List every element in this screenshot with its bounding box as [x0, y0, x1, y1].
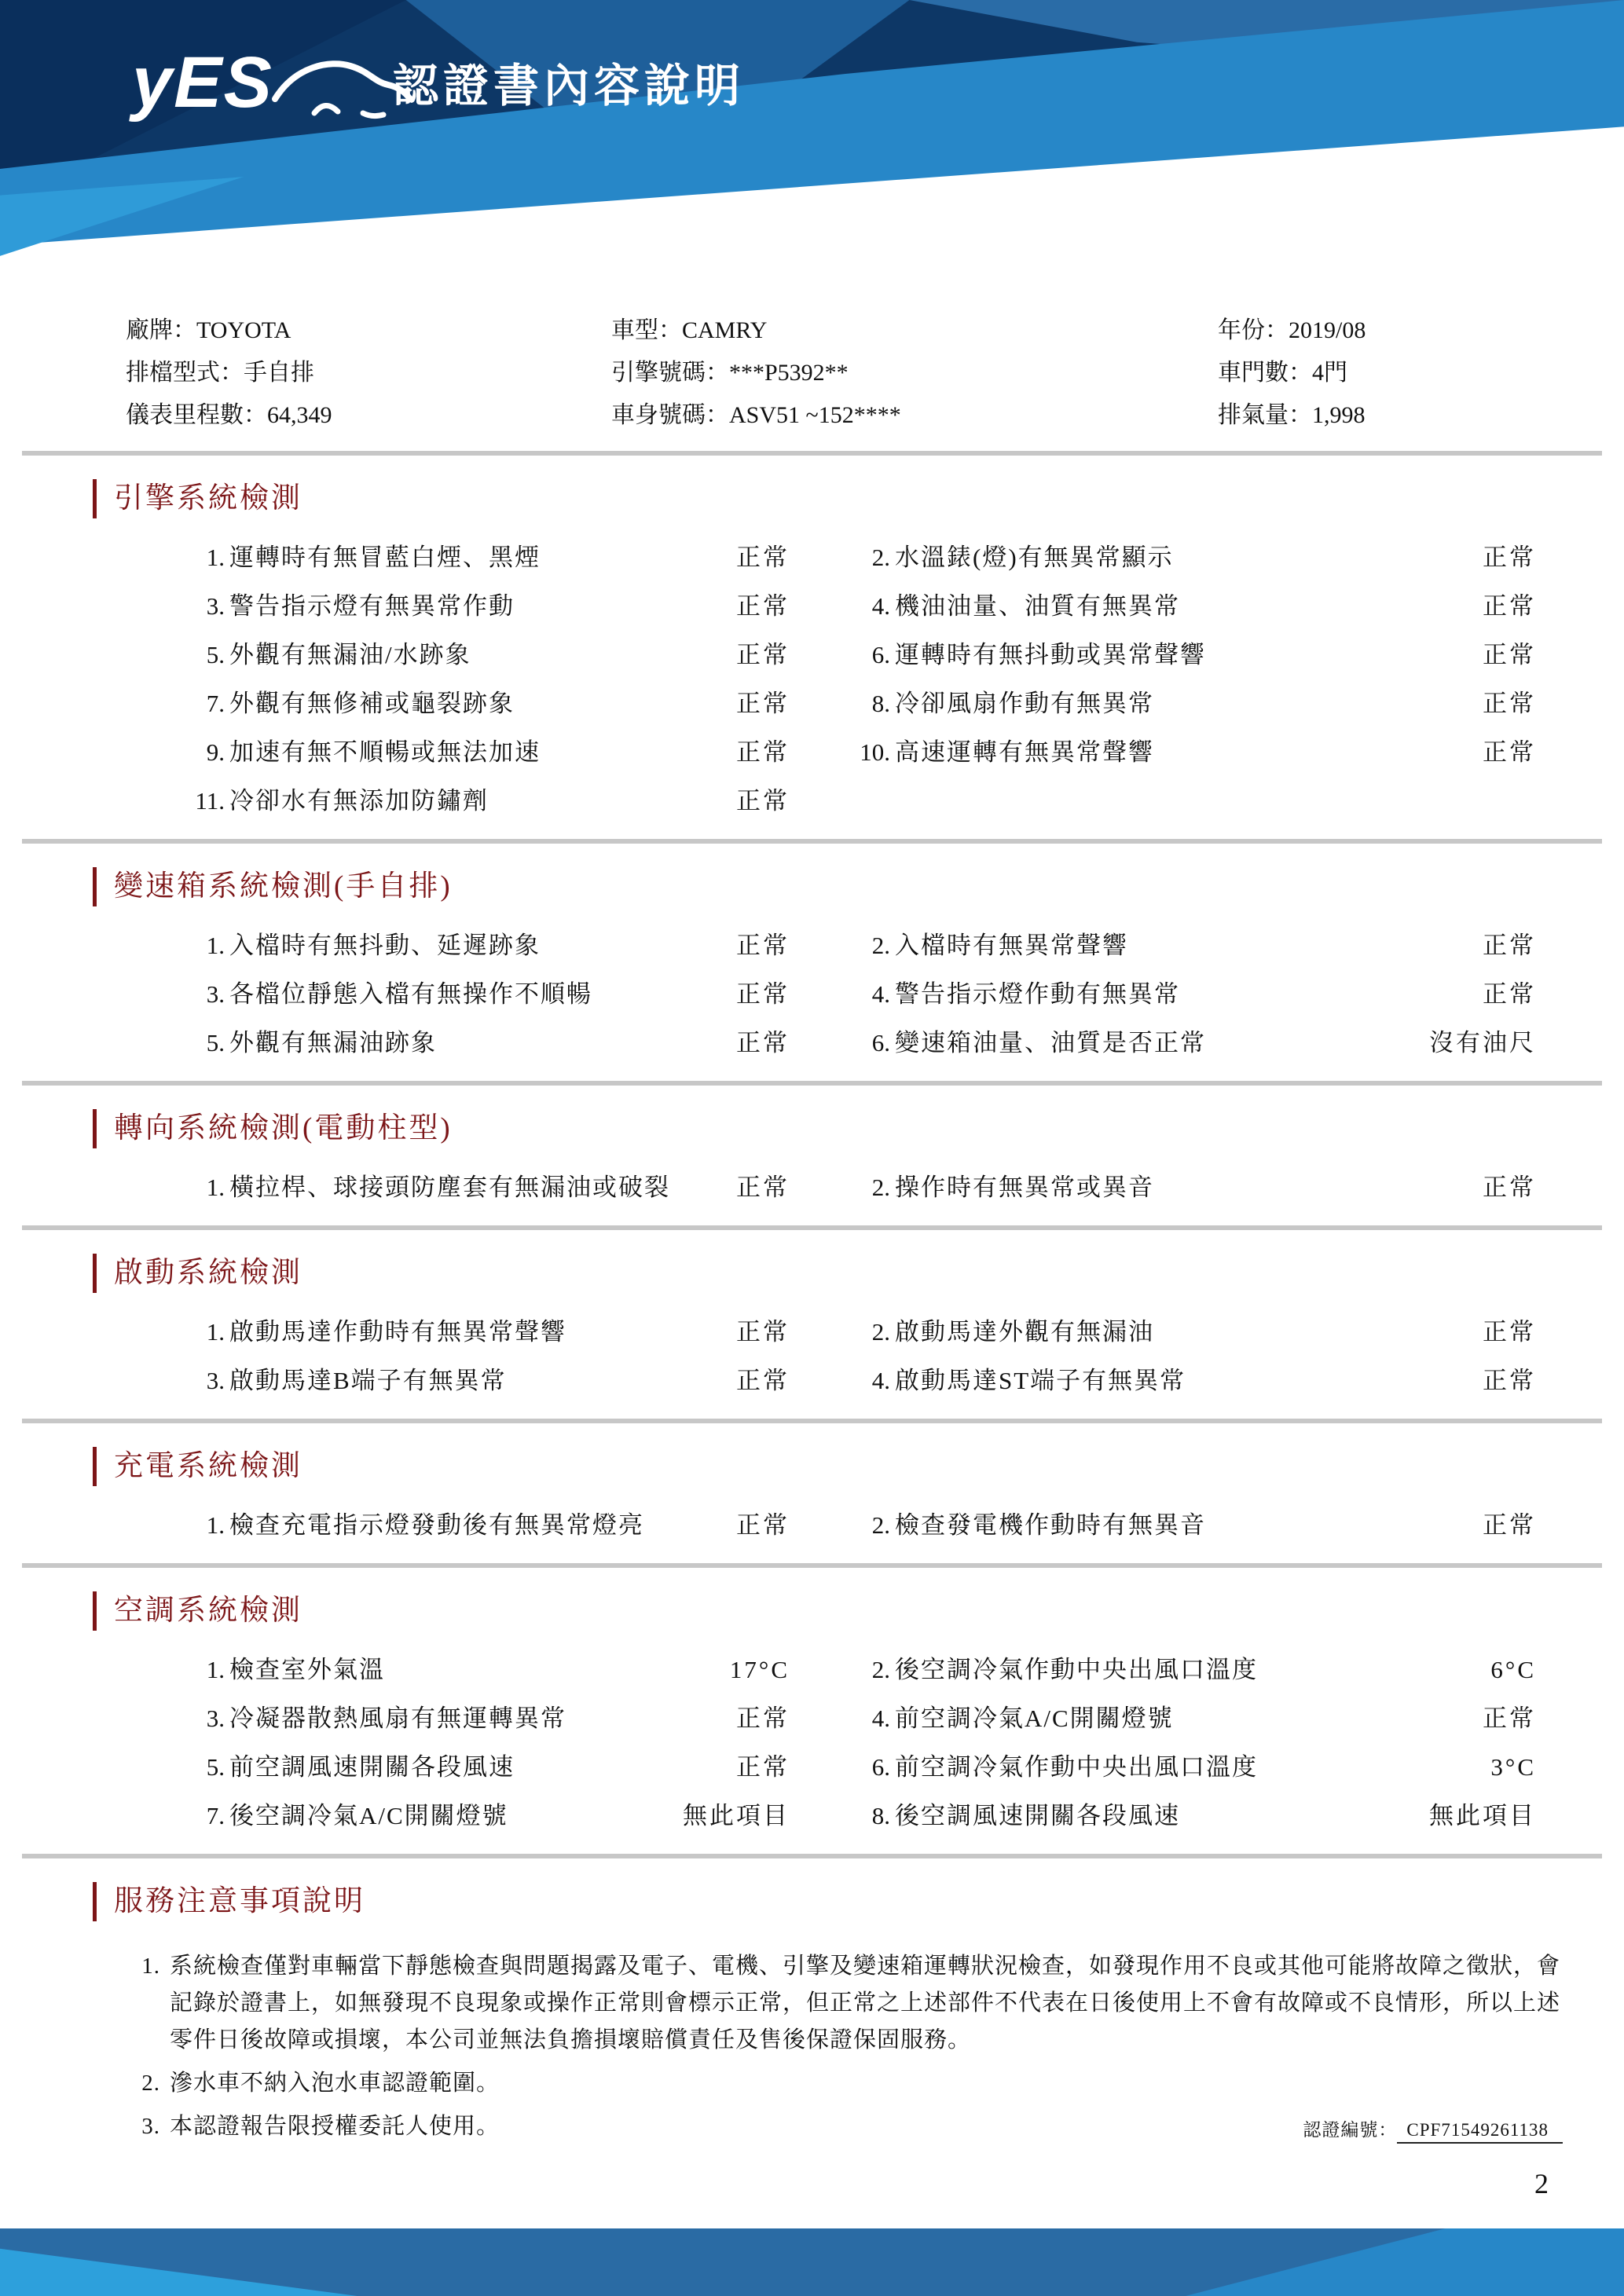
check-item-result: 正常: [736, 690, 790, 717]
check-item-number: 1.: [206, 544, 225, 571]
check-item-result: 正常: [1483, 690, 1536, 717]
vehicle-info-column: [1218, 309, 1366, 437]
check-item-number: 1.: [206, 1511, 225, 1539]
check-item-text: 啟動馬達B端子有無異常: [229, 1367, 507, 1394]
section-title: 轉向系統檢測(電動柱型): [93, 1109, 1624, 1148]
check-item-result: 正常: [736, 1318, 790, 1346]
vehicle-info-field: 排檔型式：手自排: [126, 360, 314, 386]
check-item-result: 正常: [736, 980, 790, 1008]
check-item-result: 正常: [1483, 980, 1536, 1008]
section-items: [181, 1650, 1536, 1844]
check-item-result: 正常: [736, 1753, 790, 1781]
check-item-number: 6.: [871, 641, 890, 668]
check-item-result: 正常: [1483, 1367, 1536, 1394]
check-item-number: 1.: [206, 1318, 225, 1346]
check-item-number: 7.: [206, 1802, 225, 1829]
check-item: [181, 1747, 790, 1796]
check-item-text: 冷卻風扇作動有無異常: [895, 690, 1154, 717]
page-number: 2: [1534, 2168, 1549, 2199]
section-items: [181, 1505, 1536, 1554]
check-item-result: 正常: [1483, 544, 1536, 571]
check-item-text: 入檔時有無異常聲響: [895, 932, 1128, 959]
check-item-number: 3.: [206, 1705, 225, 1732]
check-item-text: 外觀有無修補或龜裂跡象: [229, 690, 515, 717]
check-item-number: 3.: [206, 980, 225, 1008]
check-item-result: 正常: [1483, 738, 1536, 766]
check-item: [181, 1023, 790, 1071]
check-item-number: 5.: [206, 1753, 225, 1781]
certificate-label: 認證編號：: [1303, 2120, 1398, 2140]
check-item-text: 機油油量、油質有無異常: [895, 592, 1180, 620]
check-item: [846, 974, 1536, 1023]
check-item-text: 警告指示燈作動有無異常: [895, 980, 1180, 1008]
check-item: [181, 1796, 790, 1844]
check-item-result: 正常: [1483, 1174, 1536, 1201]
section-items: [181, 925, 1536, 1071]
check-item-text: 啟動馬達外觀有無漏油: [895, 1318, 1154, 1346]
check-item-text: 檢查室外氣溫: [229, 1656, 385, 1683]
check-item-number: 1.: [206, 1656, 225, 1683]
check-item: [846, 1023, 1536, 1071]
check-item: [181, 1360, 790, 1409]
check-item-number: 8.: [871, 1802, 890, 1829]
check-item-result: 正常: [736, 1511, 790, 1539]
check-item-result: 正常: [1483, 641, 1536, 668]
note-item: 1. 系統檢查僅對車輛當下靜態檢查與問題揭露及電子、電機、引擎及變速箱運轉狀況檢查，如發現作用不良或其他可能將故障之徵狀，會記錄於證書上，如無發現不良現象或操作正常則會標示正常，但正常之上述部件不代表在日後使用上不會有故障或不良情形，所以上述零件日後故障或損壞，本公司並無法負擔損壞賠償責任及售後保證保固服務。: [124, 1948, 1563, 2059]
header-banner: [0, 0, 1624, 264]
note-number: 3.: [141, 2114, 160, 2139]
check-item-text: 冷凝器散熱風扇有無運轉異常: [229, 1705, 566, 1732]
check-item-result: 正常: [736, 787, 790, 815]
check-item: [846, 1312, 1536, 1360]
section-divider: [22, 1081, 1602, 1086]
check-item-number: 7.: [206, 690, 225, 717]
check-item: [846, 732, 1536, 781]
check-item-number: 4.: [871, 980, 890, 1008]
check-item: [181, 1312, 790, 1360]
check-item-text: 啟動馬達作動時有無異常聲響: [229, 1318, 566, 1346]
vehicle-info-field: 排氣量：1,998: [1218, 402, 1366, 428]
vehicle-info: [126, 309, 1624, 437]
note-number: 1.: [141, 1954, 160, 1979]
check-item-text: 後空調風速開關各段風速: [895, 1802, 1180, 1829]
page-title: 認證書內容說明: [393, 60, 746, 112]
check-item: [846, 586, 1536, 635]
yes-logo: [132, 31, 418, 134]
check-item: [181, 925, 790, 974]
check-item-number: 3.: [206, 1367, 225, 1394]
section-title: 變速箱系統檢測(手自排): [93, 867, 1624, 906]
check-item-number: 2.: [871, 1656, 890, 1683]
vehicle-info-field: 引擎號碼：***P5392**: [611, 360, 849, 386]
check-item-number: 1.: [206, 1174, 225, 1201]
section-items: [181, 537, 1536, 829]
check-item-text: 檢查發電機作動時有無異音: [895, 1511, 1206, 1539]
check-item-text: 橫拉桿、球接頭防塵套有無漏油或破裂: [229, 1174, 670, 1201]
section-title: 啟動系統檢測: [93, 1254, 1624, 1293]
check-item-text: 後空調冷氣作動中央出風口溫度: [895, 1656, 1258, 1683]
check-item-text: 冷卻水有無添加防鏽劑: [229, 787, 489, 815]
check-item-result: 正常: [1483, 1705, 1536, 1732]
check-item: [846, 1167, 1536, 1216]
notes-title: 服務注意事項說明: [93, 1882, 1624, 1921]
check-item-text: 前空調風速開關各段風速: [229, 1753, 515, 1781]
check-item: [181, 781, 790, 829]
section-divider: [22, 1854, 1602, 1858]
check-item-number: 10.: [860, 738, 890, 766]
vehicle-info-field: 車門數：4門: [1218, 360, 1347, 386]
check-item: [181, 1167, 790, 1216]
check-item-result: 正常: [1483, 1318, 1536, 1346]
check-item-number: 4.: [871, 592, 890, 620]
note-item: 2. 滲水車不納入泡水車認證範圍。: [124, 2065, 1563, 2102]
check-item-text: 外觀有無漏油/水跡象: [229, 641, 471, 668]
check-item: [846, 1360, 1536, 1409]
check-item-number: 2.: [871, 1511, 890, 1539]
note-number: 2.: [141, 2071, 160, 2096]
check-item-text: 前空調冷氣作動中央出風口溫度: [895, 1753, 1258, 1781]
check-item-result: 無此項目: [683, 1802, 790, 1829]
check-item-result: 正常: [736, 641, 790, 668]
vehicle-info-field: 車型：CAMRY: [611, 317, 768, 343]
check-item-number: 6.: [871, 1753, 890, 1781]
check-item: [181, 586, 790, 635]
check-item-number: 1.: [206, 932, 225, 959]
check-item-number: 8.: [871, 690, 890, 717]
certificate-value: CPF71549261138: [1397, 2120, 1563, 2144]
check-item-text: 入檔時有無抖動、延遲跡象: [229, 932, 541, 959]
section-divider: [22, 451, 1602, 456]
section-divider: [22, 839, 1602, 844]
check-item-result: 正常: [736, 1705, 790, 1732]
check-item-number: 4.: [871, 1367, 890, 1394]
section-divider: [22, 1419, 1602, 1423]
yes-logo-text: yES: [132, 42, 273, 123]
check-item-number: 11.: [195, 787, 225, 815]
check-item: [846, 1650, 1536, 1698]
section-items: [181, 1167, 1536, 1216]
check-item-result: 正常: [736, 1029, 790, 1056]
check-item-text: 外觀有無漏油跡象: [229, 1029, 437, 1056]
check-item-number: 2.: [871, 932, 890, 959]
check-item: [181, 1698, 790, 1747]
check-item: [181, 1505, 790, 1554]
check-item-result: 3°C: [1490, 1753, 1536, 1781]
check-item: [846, 1747, 1536, 1796]
check-item-text: 前空調冷氣A/C開關燈號: [895, 1705, 1174, 1732]
check-item-number: 3.: [206, 592, 225, 620]
check-item: [181, 635, 790, 683]
check-item: [846, 925, 1536, 974]
check-item-result: 沒有油尺: [1429, 1029, 1536, 1056]
vehicle-info-column: [126, 309, 611, 437]
vehicle-info-field: 儀表里程數：64,349: [126, 402, 332, 428]
check-item-text: 操作時有無異常或異音: [895, 1174, 1154, 1201]
check-item-number: 4.: [871, 1705, 890, 1732]
check-item-result: 17°C: [729, 1656, 790, 1683]
check-item-result: 正常: [1483, 932, 1536, 959]
check-item: [181, 537, 790, 586]
vehicle-info-field: 車身號碼：ASV51 ~152****: [611, 402, 901, 428]
check-item: [846, 635, 1536, 683]
footer-banner: [0, 2228, 1624, 2296]
certificate-number: [1303, 2111, 1563, 2148]
check-item-result: 正常: [736, 738, 790, 766]
vehicle-info-column: [611, 309, 1218, 437]
check-item-result: 正常: [736, 932, 790, 959]
check-item-result: 正常: [736, 592, 790, 620]
check-item-number: 9.: [206, 738, 225, 766]
check-item-text: 水溫錶(燈)有無異常顯示: [895, 544, 1174, 571]
check-item-text: 高速運轉有無異常聲響: [895, 738, 1154, 766]
check-item-result: 6°C: [1490, 1656, 1536, 1683]
section-divider: [22, 1225, 1602, 1230]
vehicle-info-field: 廠牌：TOYOTA: [126, 317, 291, 343]
check-item-number: 5.: [206, 641, 225, 668]
check-item-result: 無此項目: [1429, 1802, 1536, 1829]
check-item-number: 2.: [871, 544, 890, 571]
section-items: [181, 1312, 1536, 1409]
check-item: [846, 683, 1536, 732]
check-item-number: 6.: [871, 1029, 890, 1056]
check-item-result: 正常: [1483, 592, 1536, 620]
check-item-result: 正常: [736, 1174, 790, 1201]
section-divider: [22, 1563, 1602, 1568]
check-item: [846, 1698, 1536, 1747]
check-item-text: 各檔位靜態入檔有無操作不順暢: [229, 980, 592, 1008]
section-title: 充電系統檢測: [93, 1447, 1624, 1486]
check-item-text: 檢查充電指示燈發動後有無異常燈亮: [229, 1511, 644, 1539]
check-item: [181, 974, 790, 1023]
service-notes: [124, 1948, 1563, 2145]
check-item-result: 正常: [736, 1367, 790, 1394]
check-item-text: 變速箱油量、油質是否正常: [895, 1029, 1206, 1056]
check-item: [181, 1650, 790, 1698]
section-title: 空調系統檢測: [93, 1591, 1624, 1631]
check-sections: [0, 479, 1624, 1858]
check-item-text: 後空調冷氣A/C開關燈號: [229, 1802, 508, 1829]
check-item-result: 正常: [736, 544, 790, 571]
check-item: [846, 1796, 1536, 1844]
check-item-number: 2.: [871, 1318, 890, 1346]
check-item-text: 運轉時有無冒藍白煙、黑煙: [229, 544, 541, 571]
check-item-number: 2.: [871, 1174, 890, 1201]
note-item: 3. 認證編號： CPF71549261138 本認證報告限授權委託人使用。: [124, 2108, 1563, 2145]
check-item-text: 加速有無不順暢或無法加速: [229, 738, 541, 766]
section-title: 引擎系統檢測: [93, 479, 1624, 518]
check-item: [181, 683, 790, 732]
check-item-text: 啟動馬達ST端子有無異常: [895, 1367, 1186, 1394]
check-item-text: 運轉時有無抖動或異常聲響: [895, 641, 1206, 668]
check-item-result: 正常: [1483, 1511, 1536, 1539]
check-item: [181, 732, 790, 781]
check-item-text: 警告指示燈有無異常作動: [229, 592, 515, 620]
check-item: [846, 1505, 1536, 1554]
vehicle-info-field: 年份：2019/08: [1218, 317, 1366, 343]
check-item: [846, 537, 1536, 586]
check-item-number: 5.: [206, 1029, 225, 1056]
